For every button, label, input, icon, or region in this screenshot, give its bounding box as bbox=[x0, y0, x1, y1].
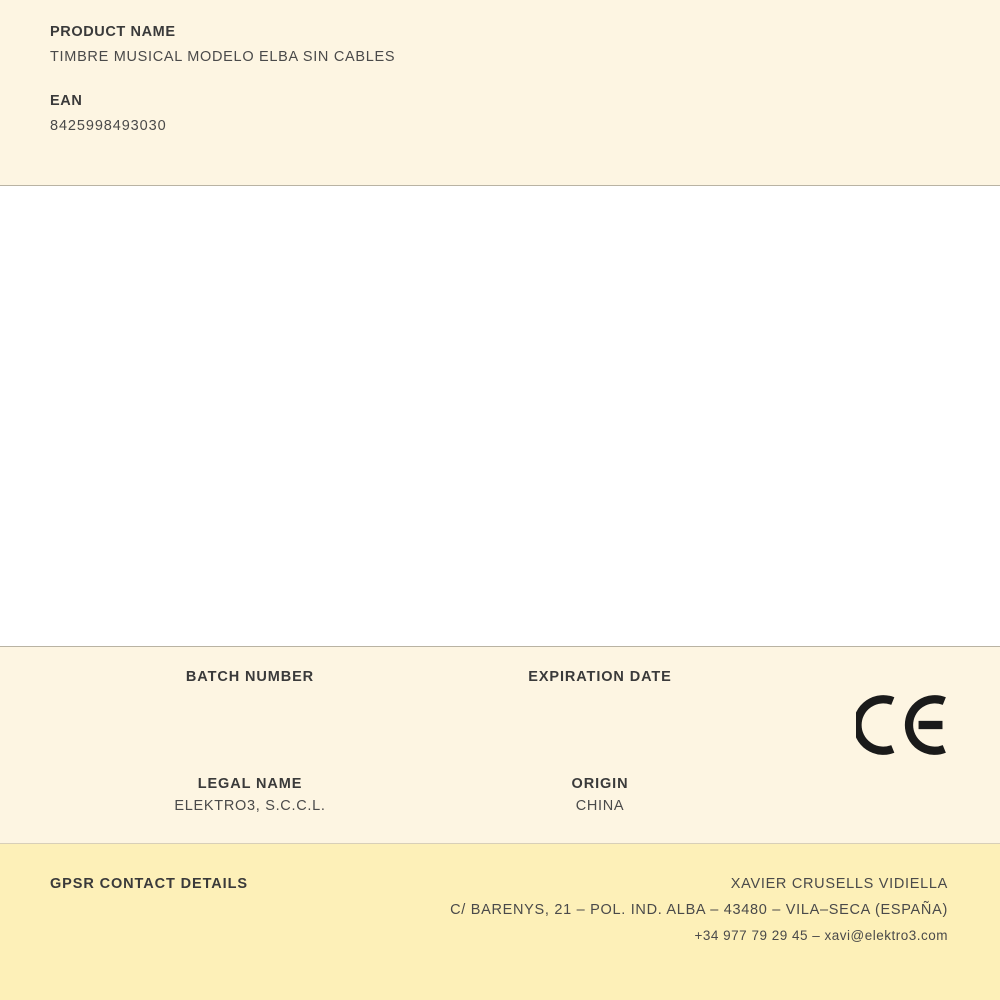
product-name-block bbox=[50, 24, 950, 65]
gpsr-contact-title: GPSR CONTACT DETAILS bbox=[50, 876, 248, 892]
ean-block bbox=[50, 93, 950, 134]
product-name-label: PRODUCT NAME bbox=[50, 24, 176, 40]
info-row-2 bbox=[0, 776, 1000, 815]
gpsr-contact-lines bbox=[450, 876, 948, 953]
expiration-date-cell bbox=[400, 669, 800, 708]
footer-section bbox=[0, 844, 1000, 1000]
product-image-area bbox=[0, 186, 1000, 646]
ean-label: EAN bbox=[50, 93, 83, 109]
ean-value: 8425998493030 bbox=[50, 118, 167, 134]
batch-number-cell bbox=[0, 669, 400, 708]
origin-label: ORIGIN bbox=[571, 776, 629, 792]
origin-cell bbox=[400, 776, 800, 815]
contact-address: C/ BARENYS, 21 – POL. IND. ALBA – 43480 – VILA–SECA (ESPAÑA) bbox=[450, 902, 948, 918]
header-section bbox=[0, 0, 1000, 186]
origin-value: CHINA bbox=[575, 798, 625, 814]
product-name-value: TIMBRE MUSICAL MODELO ELBA SIN CABLES bbox=[50, 49, 396, 65]
legal-name-value: ELEKTRO3, S.C.C.L. bbox=[174, 798, 326, 814]
contact-name: XAVIER CRUSELLS VIDIELLA bbox=[730, 876, 948, 892]
info-section bbox=[0, 646, 1000, 844]
legal-name-cell bbox=[0, 776, 400, 815]
expiration-date-value bbox=[400, 691, 800, 708]
legal-name-label: LEGAL NAME bbox=[197, 776, 303, 792]
info-row-1 bbox=[0, 669, 1000, 708]
contact-phone-email: +34 977 79 29 45 – xavi@elektro3.com bbox=[694, 928, 948, 943]
ce-marking-icon bbox=[856, 695, 948, 755]
expiration-date-label: EXPIRATION DATE bbox=[528, 669, 672, 685]
batch-number-value bbox=[100, 691, 400, 708]
batch-number-label: BATCH NUMBER bbox=[185, 669, 315, 685]
